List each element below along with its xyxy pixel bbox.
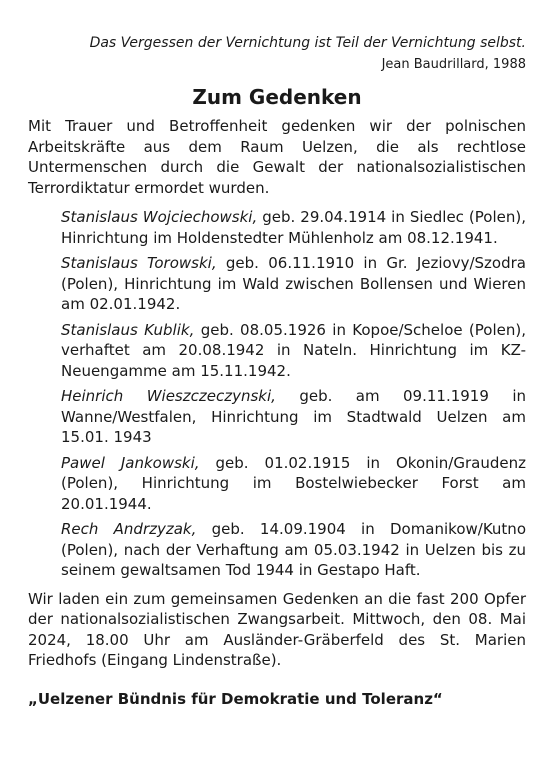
invitation-paragraph: Wir laden ein zum gemeinsamen Gedenken an die fast 200 Opfer der nationalsozialistischen Zwangsarbeit. Mittwoch, den 08. Mai 2024, 18.00 Uhr am Ausländer-Gräberfeld des St. Marien Friedhofs (Eingang Lindenstraße).: [28, 589, 526, 669]
victim-entry: [61, 519, 526, 581]
victim-entry: [61, 453, 526, 515]
victim-entry: [61, 386, 526, 448]
victim-details: geb. 01.02.1915 in Okonin/Graudenz (Polen), Hinrichtung im Bostelwiebecker Forst am 20.01.1944.: [61, 453, 526, 513]
victim-details: geb. 29.04.1914 in Siedlec (Polen), Hinrichtung im Holdenstedter Mühlenholz am 08.12.1941.: [61, 208, 526, 247]
victim-name: Heinrich Wieszczeczynski,: [61, 387, 276, 405]
victim-details: geb. 06.11.1910 in Gr. Jeziovy/Szodra (Polen), Hinrichtung im Wald zwischen Bollensen und Wieren am 02.01.1942.: [61, 254, 526, 313]
victim-details: geb. am 09.11.1919 in Wanne/Westfalen, Hinrichtung im Stadtwald Uelzen am 15.01. 1943: [61, 387, 526, 446]
victim-name: Rech Andrzyzak,: [61, 520, 197, 538]
signature-organization: „Uelzener Bündnis für Demokratie und Toleranz“: [28, 689, 443, 708]
victim-name: Stanislaus Torowski,: [61, 254, 217, 272]
victim-entry: [61, 320, 526, 382]
victim-name: Stanislaus Wojciechowski,: [61, 208, 258, 226]
victim-entry: [61, 253, 526, 315]
victim-details: geb. 08.05.1926 in Kopoe/Scheloe (Polen), verhaftet am 20.08.1942 in Nateln. Hinrichtung im KZ-Neuengamme am 15.11.1942.: [61, 320, 526, 380]
victim-details: geb. 14.09.1904 in Domanikow/Kutno (Polen), nach der Verhaftung am 05.03.1942 in Uelzen bis zu seinem gewaltsamen Tod 1944 in Gestapo Haft.: [61, 520, 526, 579]
victim-name: Stanislaus Kublik,: [61, 320, 195, 339]
epigraph-author: Jean Baudrillard, 1988: [381, 57, 526, 72]
victim-list: [61, 207, 526, 581]
victim-entry: [61, 207, 526, 248]
notice-heading: Zum Gedenken: [192, 85, 362, 109]
victim-name: Pawel Jankowski,: [61, 453, 200, 472]
epigraph-quote: Das Vergessen der Vernichtung ist Teil der Vernichtung selbst.: [89, 35, 526, 51]
intro-paragraph: Mit Trauer und Betroffenheit gedenken wir der polnischen Arbeitskräfte aus dem Raum Uelzen, die als rechtlose Untermenschen durch die Gewalt der nationalsozialistischen Terrordiktatur ermordet wurden.: [28, 117, 526, 197]
